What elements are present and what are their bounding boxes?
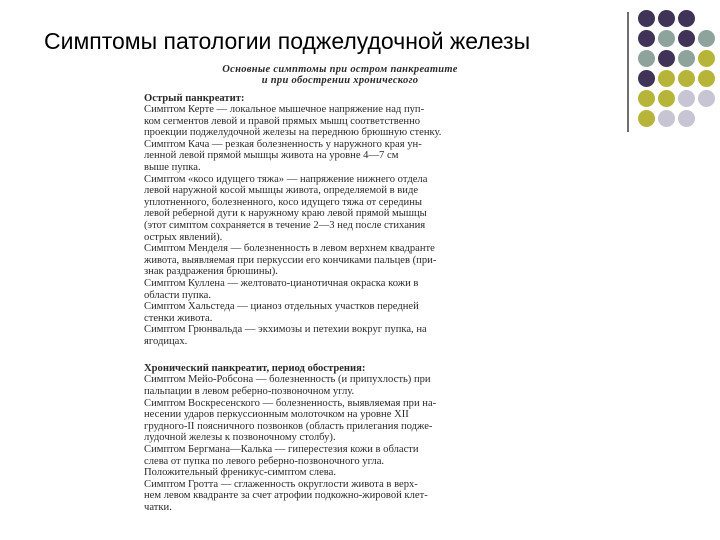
decorative-dot: [698, 30, 715, 47]
document-text-line: Положительный френикус-симптом слева.: [144, 467, 336, 479]
document-text-line: Симптом Бергмана—Калька — гиперестезия кожи в области: [144, 444, 419, 456]
document-text-line: Симптом Хальстеда — цианоз отдельных участков передней: [144, 301, 419, 313]
decorative-dot: [658, 30, 675, 47]
decorative-dot: [698, 50, 715, 67]
scanned-document: [144, 64, 536, 534]
decorative-dot: [698, 90, 715, 107]
acute-symptoms-text: [144, 104, 536, 347]
document-text-line: несении ударов перкуссионным молоточком на уровне XII: [144, 409, 409, 421]
document-text-line: ленной левой прямой мышцы живота на уровне 4—7 см: [144, 150, 399, 162]
decorative-dot: [638, 70, 655, 87]
chronic-symptoms-text: [144, 374, 536, 513]
document-text-line: Симптом «косо идущего тяжа» — напряжение нижнего отдела: [144, 173, 428, 185]
document-text-line: Симптом Керте — локальное мышечное напряжение над пуп-: [144, 104, 425, 115]
decorative-dot: [638, 110, 655, 127]
document-text-line: левой наружной косой мышцы живота, определяемой в виде: [144, 185, 419, 197]
document-text-line: лудочной железы к позвоночному столбу).: [144, 432, 336, 444]
document-text-line: Симптом Мейо-Робсона — болезненность (и припухлость) при: [144, 374, 431, 386]
document-text-line: острых явлений).: [144, 231, 223, 243]
document-text-line: Симптом Куллена — желтовато-цианотичная окраска кожи в: [144, 277, 419, 289]
decorative-dot: [698, 70, 715, 87]
decorative-dot: [638, 90, 655, 107]
slide-title: Симптомы патологии поджелудочной железы: [44, 28, 531, 54]
decorative-dot: [678, 30, 695, 47]
decorative-dot: [658, 90, 675, 107]
document-text-line: ком сегментов левой и правой прямых мышц соответственно: [144, 115, 421, 127]
decorative-dot: [658, 10, 675, 27]
document-text-line: живота, выявляемая при перкуссии его кончиками пальцев (при-: [144, 254, 437, 266]
document-heading-line: Основные симптомы при остром панкреатите: [222, 64, 458, 75]
document-text-line: Симптом Воскресенского — болезненность, выявляемая при на-: [144, 397, 437, 409]
decorative-dot: [638, 10, 655, 27]
decorative-dot: [678, 110, 695, 127]
document-text-line: Симптом Кача — резкая болезненность у наружного края ун-: [144, 138, 422, 150]
decorative-dot: [658, 50, 675, 67]
decorative-dot: [638, 50, 655, 67]
decorative-dot: [678, 90, 695, 107]
document-text-line: стенки живота.: [144, 312, 213, 324]
document-heading-line: и при обострении хронического: [261, 75, 419, 86]
document-text-line: выше пупка.: [144, 161, 201, 173]
document-text-line: ягодицах.: [144, 335, 188, 347]
decorative-dot: [658, 110, 675, 127]
divider-line: [627, 12, 629, 132]
document-text-line: левой реберной дуги к наружному краю левой прямой мышцы: [144, 208, 427, 220]
decorative-dot: [678, 10, 695, 27]
document-text-line: грудного-II поясничного позвонков (область прилегания подже-: [144, 420, 433, 432]
document-text-line: (этот симптом сохраняется в течение 2—3 нед после стихания: [144, 219, 426, 231]
document-heading: [144, 64, 536, 86]
decorative-dot: [678, 70, 695, 87]
decorative-dot-grid: [638, 10, 718, 128]
document-text-line: чатки.: [144, 502, 172, 513]
document-text-line: уплотненного, болезненного, косо идущего тяжа от середины: [144, 196, 423, 208]
chronic-section-title: Хронический панкреатит, период обострения:: [144, 363, 366, 375]
decorative-dot: [658, 70, 675, 87]
document-text-line: нем левом квадранте за счет атрофии подкожно-жировой клет-: [144, 490, 428, 502]
document-text-line: знак раздражения брюшины).: [144, 266, 278, 278]
document-text-line: области пупка.: [144, 289, 212, 301]
document-text-line: пальпации в левом реберно-позвоночном углу.: [144, 386, 355, 398]
document-text-line: проекции поджелудочной железы на переднюю брюшную стенку.: [144, 127, 442, 139]
document-text-line: Симптом Менделя — болезненность в левом верхнем квадранте: [144, 243, 435, 255]
document-text-line: слева от пупка по левого реберно-позвоночного угла.: [144, 455, 385, 467]
decorative-dot: [638, 30, 655, 47]
document-text-line: Симптом Гротта — сглаженность округлости живота в верх-: [144, 478, 418, 490]
document-text-line: Симптом Грюнвальда — экхимозы и петехии вокруг пупка, на: [144, 324, 427, 336]
acute-section-title: Острый панкреатит:: [144, 93, 245, 104]
decorative-dot: [678, 50, 695, 67]
